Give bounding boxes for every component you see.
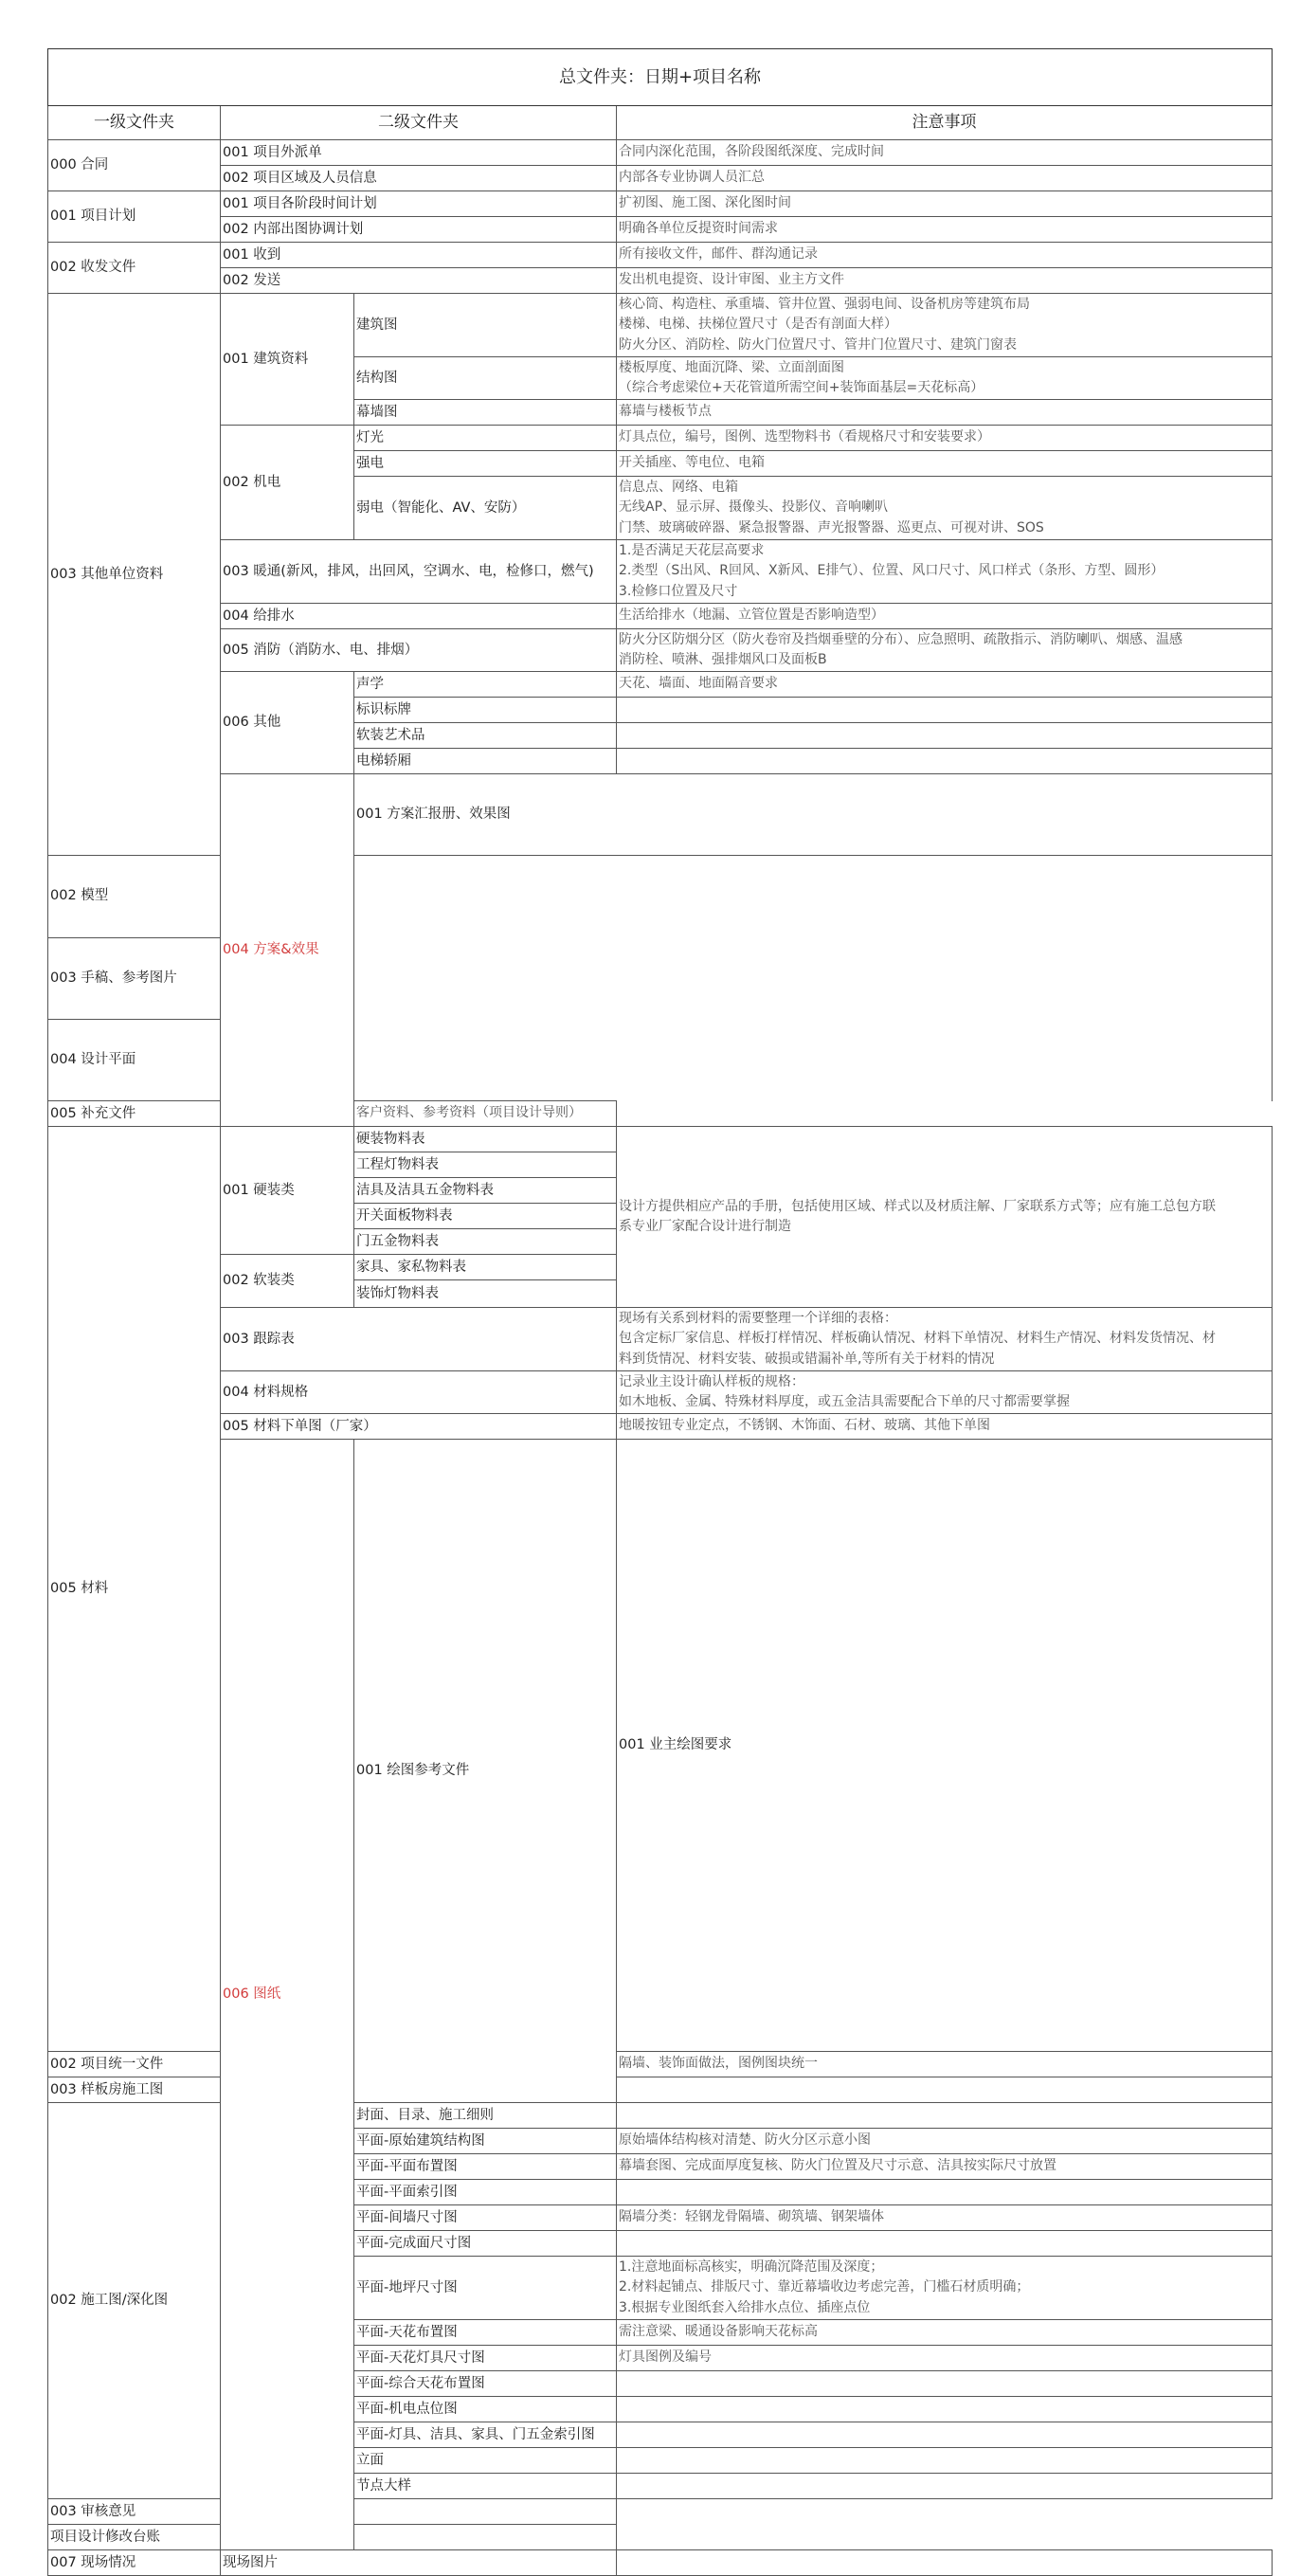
note-line: 包含定标厂家信息、样板打样情况、样板确认情况、材料下单情况、材料生产情况、材料发货情况、材 <box>619 1331 1216 1347</box>
note-line: 3.根据专业图纸套入给排水点位、插座点位 <box>619 2299 871 2315</box>
note-line: 防火分区、消防栓、防火门位置尺寸、管井门位置尺寸、建筑门窗表 <box>619 336 1017 353</box>
note-cell <box>354 2525 617 2550</box>
note-cell: 发出机电提资、设计审图、业主方文件 <box>617 268 1273 294</box>
level2-cell: 现场图片 <box>221 2550 617 2576</box>
note-line: 3.检修口位置及尺寸 <box>619 583 738 599</box>
level3-cell: 硬装物料表 <box>354 1127 617 1152</box>
note-cell: 客户资料、参考资料（项目设计导则） <box>354 1101 617 1127</box>
level2-cell: 004 材料规格 <box>221 1371 617 1414</box>
note-cell <box>617 2077 1273 2103</box>
note-line: 核心筒、构造柱、承重墙、管井位置、强弱电间、设备机房等建筑布局 <box>619 296 1030 312</box>
note-line: 设计方提供相应产品的手册，包括使用区域、样式以及材质注解、厂家联系方式等；应有施工总包方联 <box>619 1198 1216 1214</box>
level1-000: 000 合同 <box>48 140 221 191</box>
level1-003: 003 其他单位资料 <box>48 294 221 856</box>
level3-cell: 立面 <box>354 2448 617 2474</box>
note-line: 2.材料起铺点、排版尺寸、靠近幕墙收边考虑完善，门槛石材质明确； <box>619 2279 1030 2295</box>
level2-cell: 001 项目各阶段时间计划 <box>221 191 617 217</box>
note-line: 防火分区防烟分区（防火卷帘及挡烟垂壁的分布）、应急照明、疏散指示、消防喇叭、烟感、温感 <box>619 631 1183 647</box>
level2-cell: 002 模型 <box>48 856 354 937</box>
note-line: 系专业厂家配合设计进行制造 <box>619 1219 791 1234</box>
note-line: 如木地板、金属、特殊材料厚度，或五金洁具需要配合下单的尺寸都需要掌握 <box>619 1394 1070 1409</box>
note-cell: 灯具图例及编号 <box>617 2346 1273 2371</box>
level3-cell: 平面-平面索引图 <box>354 2180 617 2205</box>
note-line: 楼梯、电梯、扶梯位置尺寸（是否有剖面大样） <box>619 317 897 333</box>
note-line: 消防栓、喷淋、强排烟风口及面板B <box>619 652 827 667</box>
note-cell: 原始墙体结构核对清楚、防火分区示意小图 <box>617 2129 1273 2154</box>
level3-cell: 封面、目录、施工细则 <box>354 2103 617 2129</box>
note-cell: 扩初图、施工图、深化图时间 <box>617 191 1273 217</box>
note-cell <box>617 357 1273 400</box>
level3-cell: 开关面板物料表 <box>354 1204 617 1229</box>
note-cell: 所有接收文件，邮件、群沟通记录 <box>617 243 1273 268</box>
level2-cell: 004 给排水 <box>221 604 617 629</box>
level3-cell: 结构图 <box>354 357 617 400</box>
note-cell <box>617 2550 1273 2576</box>
note-cell: 开关插座、等电位、电箱 <box>617 451 1273 477</box>
level1-007: 007 现场情况 <box>48 2550 221 2576</box>
note-line: 1.是否满足天花层高要求 <box>619 542 765 558</box>
note-cell: 隔墙、装饰面做法，图例图块统一 <box>617 2052 1273 2077</box>
level3-cell: 建筑图 <box>354 294 617 357</box>
note-cell <box>617 1371 1273 1414</box>
level2-cell: 001 绘图参考文件 <box>354 1440 617 2103</box>
level3-cell: 平面-平面布置图 <box>354 2154 617 2180</box>
level2-cell: 005 消防（消防水、电、排烟） <box>221 629 617 672</box>
level2-cell: 003 审核意见 <box>48 2499 354 2525</box>
note-cell: 需注意梁、暖通设备影响天花标高 <box>617 2320 1273 2346</box>
level3-cell: 门五金物料表 <box>354 1229 617 1255</box>
note-cell <box>617 629 1273 672</box>
level3-cell: 标识标牌 <box>354 698 617 723</box>
note-cell <box>617 2474 1273 2499</box>
note-cell <box>617 698 1273 723</box>
level3-cell: 003 样板房施工图 <box>48 2077 221 2103</box>
note-line: （综合考虑梁位+天花管道所需空间+装饰面基层=天花标高） <box>619 380 984 395</box>
level2-cell: 002 内部出图协调计划 <box>221 217 617 243</box>
level3-cell: 平面-机电点位图 <box>354 2397 617 2422</box>
level3-cell: 强电 <box>354 451 617 477</box>
level3-cell: 平面-完成面尺寸图 <box>354 2231 617 2257</box>
level1-005: 005 材料 <box>48 1127 221 2052</box>
level3-cell: 平面-综合天花布置图 <box>354 2371 617 2397</box>
note-line: 门禁、玻璃破碎器、紧急报警器、声光报警器、巡更点、可视对讲、SOS <box>619 519 1044 535</box>
level2-cell: 001 项目外派单 <box>221 140 617 166</box>
level2-cell: 002 发送 <box>221 268 617 294</box>
level2-cell: 005 补充文件 <box>48 1101 354 1127</box>
folder-structure-table <box>47 48 1273 2576</box>
note-cell <box>617 2231 1273 2257</box>
level3-cell: 平面-天花灯具尺寸图 <box>354 2346 617 2371</box>
note-line: 楼板厚度、地面沉降、梁、立面剖面图 <box>619 359 844 375</box>
level3-cell: 平面-间墙尺寸图 <box>354 2205 617 2231</box>
note-cell: 地暖按钮专业定点，不锈钢、木饰面、石材、玻璃、其他下单图 <box>617 1414 1273 1440</box>
level1-006: 006 图纸 <box>221 1440 354 2550</box>
note-cell <box>617 2257 1273 2320</box>
level3-cell: 电梯轿厢 <box>354 749 617 774</box>
note-cell <box>617 294 1273 357</box>
level2-cell: 002 施工图/深化图 <box>48 2103 221 2499</box>
level3-cell: 节点大样 <box>354 2474 617 2499</box>
note-line: 2.类型（S出风、R回风、X新风、E排气）、位置、风口尺寸、风口样式（条形、方型、圆形） <box>619 563 1165 579</box>
level2-cell: 006 其他 <box>221 672 354 774</box>
level2-cell: 项目设计修改台账 <box>48 2525 354 2550</box>
page-title: 总文件夹：日期+项目名称 <box>48 49 1273 106</box>
level3-cell: 平面-原始建筑结构图 <box>354 2129 617 2154</box>
level3-cell: 工程灯物料表 <box>354 1152 617 1178</box>
level2-cell: 002 软装类 <box>221 1255 354 1308</box>
note-cell <box>617 540 1273 604</box>
level3-cell: 灯光 <box>354 426 617 451</box>
note-cell: 隔墙分类：轻钢龙骨隔墙、砌筑墙、钢架墙体 <box>617 2205 1273 2231</box>
level2-cell: 001 建筑资料 <box>221 294 354 426</box>
note-cell: 生活给排水（地漏、立管位置是否影响造型） <box>617 604 1273 629</box>
level3-cell: 软装艺术品 <box>354 723 617 749</box>
note-cell: 幕墙与楼板节点 <box>617 400 1273 426</box>
note-cell <box>617 2371 1273 2397</box>
note-cell <box>617 1127 1273 1308</box>
note-cell <box>617 477 1273 540</box>
level2-cell: 001 硬装类 <box>221 1127 354 1255</box>
note-cell <box>617 2103 1273 2129</box>
level1-004: 004 方案&效果 <box>221 774 354 1127</box>
note-line: 1.注意地面标高核实，明确沉降范围及深度； <box>619 2259 884 2275</box>
note-cell: 内部各专业协调人员汇总 <box>617 166 1273 191</box>
note-line: 无线AP、显示屏、摄像头、投影仪、音响喇叭 <box>619 499 889 516</box>
note-cell: 合同内深化范围，各阶段图纸深度、完成时间 <box>617 140 1273 166</box>
level3-cell: 洁具及洁具五金物料表 <box>354 1178 617 1204</box>
note-cell <box>354 2499 617 2525</box>
level3-cell: 001 业主绘图要求 <box>617 1440 1273 2052</box>
level2-cell: 003 暖通(新风，排风，出回风，空调水、电，检修口，燃气) <box>221 540 617 604</box>
level2-cell: 003 跟踪表 <box>221 1308 617 1371</box>
header-level1: 一级文件夹 <box>48 106 221 140</box>
level3-cell: 002 项目统一文件 <box>48 2052 221 2077</box>
level2-cell: 001 收到 <box>221 243 617 268</box>
note-line: 现场有关系到材料的需要整理一个详细的表格： <box>619 1310 897 1326</box>
note-cell: 天花、墙面、地面隔音要求 <box>617 672 1273 698</box>
note-cell <box>617 749 1273 774</box>
note-cell <box>617 723 1273 749</box>
note-cell <box>617 2397 1273 2422</box>
level2-cell: 005 材料下单图（厂家） <box>221 1414 617 1440</box>
level2-cell: 002 项目区域及人员信息 <box>221 166 617 191</box>
header-level2: 二级文件夹 <box>221 106 617 140</box>
level3-cell: 家具、家私物料表 <box>354 1255 617 1280</box>
note-cell <box>617 2448 1273 2474</box>
note-line: 料到货情况、材料安装、破损或错漏补单,等所有关于材料的情况 <box>619 1351 995 1367</box>
level3-cell: 弱电（智能化、AV、安防） <box>354 477 617 540</box>
level2-cell: 003 手稿、参考图片 <box>48 937 354 1019</box>
note-cell: 幕墙套图、完成面厚度复核、防火门位置及尺寸示意、洁具按实际尺寸放置 <box>617 2154 1273 2180</box>
level2-cell: 004 设计平面 <box>48 1019 354 1100</box>
note-cell <box>617 2180 1273 2205</box>
level3-cell: 装饰灯物料表 <box>354 1280 617 1308</box>
note-line: 记录业主设计确认样板的规格： <box>619 1373 804 1389</box>
level3-cell: 声学 <box>354 672 617 698</box>
level2-cell: 002 机电 <box>221 426 354 540</box>
level3-cell: 平面-天花布置图 <box>354 2320 617 2346</box>
level3-cell: 平面-地坪尺寸图 <box>354 2257 617 2320</box>
note-cell <box>617 1308 1273 1371</box>
level1-001: 001 项目计划 <box>48 191 221 243</box>
note-cell: 灯具点位，编号，图例、选型物料书（看规格尺寸和安装要求） <box>617 426 1273 451</box>
document-page <box>47 48 1272 2576</box>
header-notes: 注意事项 <box>617 106 1273 140</box>
note-cell: 明确各单位反提资时间需求 <box>617 217 1273 243</box>
level2-cell: 001 方案汇报册、效果图 <box>354 774 1273 856</box>
note-cell <box>617 2422 1273 2448</box>
level1-002: 002 收发文件 <box>48 243 221 294</box>
level3-cell: 平面-灯具、洁具、家具、门五金索引图 <box>354 2422 617 2448</box>
level3-cell: 幕墙图 <box>354 400 617 426</box>
note-line: 信息点、网络、电箱 <box>619 479 738 495</box>
